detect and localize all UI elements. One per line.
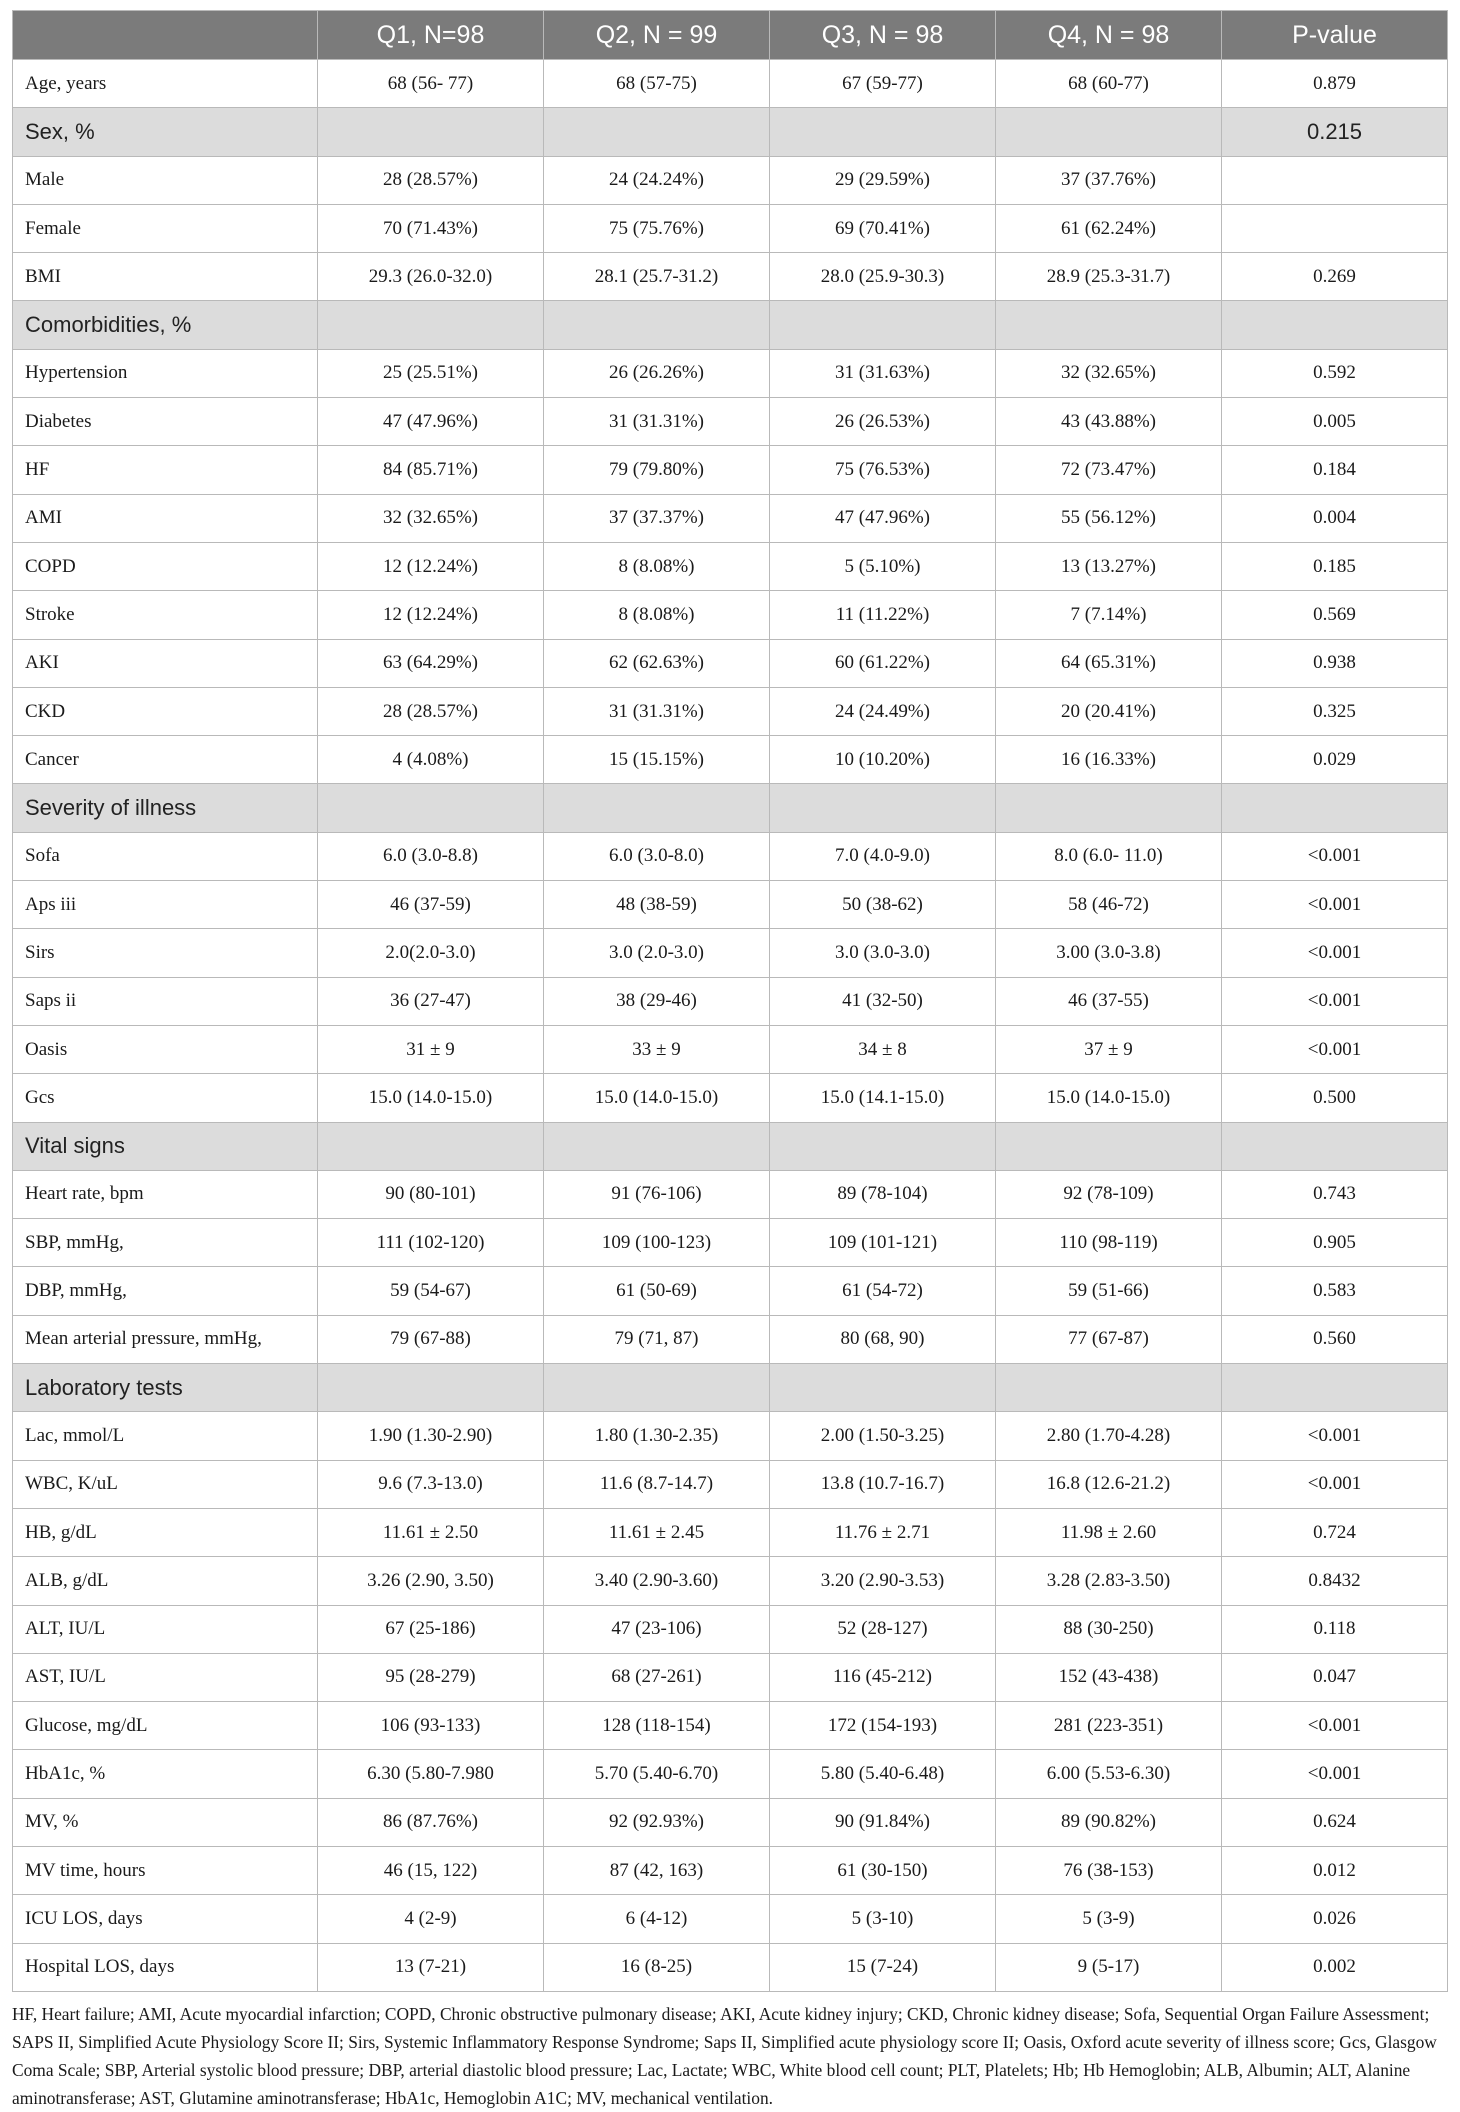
cell-q3: 7.0 (4.0-9.0) [770, 832, 996, 880]
cell-label: WBC, K/uL [13, 1460, 318, 1508]
cell-q4: 9 (5-17) [996, 1943, 1222, 1991]
cell-label: Female [13, 204, 318, 252]
table-row [13, 1750, 1448, 1798]
section-cell-q2 [544, 1364, 770, 1412]
cell-q4: 28.9 (25.3-31.7) [996, 253, 1222, 301]
section-cell-q2 [544, 1122, 770, 1170]
section-cell-q2 [544, 108, 770, 156]
cell-q1: 84 (85.71%) [318, 446, 544, 494]
cell-q2: 3.0 (2.0-3.0) [544, 929, 770, 977]
table-row [13, 1219, 1448, 1267]
cell-label: CKD [13, 687, 318, 735]
cell-p-value: 0.569 [1222, 591, 1448, 639]
cell-p-value: 0.905 [1222, 1219, 1448, 1267]
section-cell-q1 [318, 784, 544, 832]
cell-p-value: 0.583 [1222, 1267, 1448, 1315]
cell-q3: 3.0 (3.0-3.0) [770, 929, 996, 977]
table-row [13, 1605, 1448, 1653]
cell-q3: 15.0 (14.1-15.0) [770, 1074, 996, 1122]
cell-q4: 89 (90.82%) [996, 1798, 1222, 1846]
section-cell-p-value: 0.215 [1222, 108, 1448, 156]
table-row [13, 398, 1448, 446]
cell-q3: 3.20 (2.90-3.53) [770, 1557, 996, 1605]
cell-q4: 6.00 (5.53-6.30) [996, 1750, 1222, 1798]
section-cell-p-value [1222, 301, 1448, 349]
cell-q3: 2.00 (1.50-3.25) [770, 1412, 996, 1460]
cell-p-value: 0.624 [1222, 1798, 1448, 1846]
section-title: Laboratory tests [13, 1364, 318, 1412]
table-row [13, 60, 1448, 108]
section-cell-q4 [996, 108, 1222, 156]
cell-label: Sofa [13, 832, 318, 880]
cell-p-value: 0.879 [1222, 60, 1448, 108]
cell-q4: 68 (60-77) [996, 60, 1222, 108]
cell-q2: 26 (26.26%) [544, 349, 770, 397]
cell-label: Glucose, mg/dL [13, 1702, 318, 1750]
cell-q3: 10 (10.20%) [770, 736, 996, 784]
cell-q3: 31 (31.63%) [770, 349, 996, 397]
table-row [13, 253, 1448, 301]
table-row [13, 1653, 1448, 1701]
cell-p-value: 0.325 [1222, 687, 1448, 735]
table-row [13, 1846, 1448, 1894]
table-row [13, 542, 1448, 590]
cell-q4: 37 (37.76%) [996, 156, 1222, 204]
cell-q3: 60 (61.22%) [770, 639, 996, 687]
cell-label: Mean arterial pressure, mmHg, [13, 1315, 318, 1363]
header-cell-variable [13, 11, 318, 60]
cell-q1: 1.90 (1.30-2.90) [318, 1412, 544, 1460]
section-row [13, 784, 1448, 832]
section-cell-q1 [318, 108, 544, 156]
cell-p-value: <0.001 [1222, 977, 1448, 1025]
cell-p-value: 0.012 [1222, 1846, 1448, 1894]
table-row [13, 1025, 1448, 1073]
cell-p-value: 0.029 [1222, 736, 1448, 784]
cell-label: MV time, hours [13, 1846, 318, 1894]
cell-label: Hospital LOS, days [13, 1943, 318, 1991]
section-cell-q2 [544, 784, 770, 832]
header-row [13, 11, 1448, 60]
cell-q2: 16 (8-25) [544, 1943, 770, 1991]
table-row [13, 1798, 1448, 1846]
table-row [13, 1074, 1448, 1122]
cell-label: HB, g/dL [13, 1508, 318, 1556]
cell-p-value [1222, 204, 1448, 252]
cell-q4: 3.00 (3.0-3.8) [996, 929, 1222, 977]
table-row [13, 349, 1448, 397]
section-cell-q3 [770, 108, 996, 156]
cell-q1: 47 (47.96%) [318, 398, 544, 446]
cell-label: AMI [13, 494, 318, 542]
table-row [13, 1460, 1448, 1508]
cell-q1: 6.30 (5.80-7.980 [318, 1750, 544, 1798]
cell-q1: 111 (102-120) [318, 1219, 544, 1267]
cell-label: HF [13, 446, 318, 494]
cell-p-value: 0.269 [1222, 253, 1448, 301]
cell-q4: 55 (56.12%) [996, 494, 1222, 542]
section-row [13, 108, 1448, 156]
table-footnote: HF, Heart failure; AMI, Acute myocardial infarction; COPD, Chronic obstructive pulmonary disease; AKI, Acute kidney injury; CKD, Chronic kidney disease; Sofa, Sequential Organ Failure Assessment; SAPS II, Simplified Acute Physiology Score II; Sirs, Systemic Inflammatory Response Syndrome; Saps II, Simplified acute physiology score II; Oasis, Oxford acute severity of illness score; Gcs, Glasgow Coma Scale; SBP, Arterial systolic blood pressure; DBP, arterial diastolic blood pressure; Lac, Lactate; WBC, White blood cell count; PLT, Platelets; Hb; Hb Hemoglobin; ALB, Albumin; ALT, Alanine aminotransferase; AST, Glutamine aminotransferase; HbA1c, Hemoglobin A1C; MV, mechanical ventilation. [12, 2003, 1437, 2108]
section-cell-q1 [318, 301, 544, 349]
section-cell-p-value [1222, 784, 1448, 832]
cell-q1: 95 (28-279) [318, 1653, 544, 1701]
table-row [13, 1315, 1448, 1363]
cell-q3: 26 (26.53%) [770, 398, 996, 446]
cell-q4: 59 (51-66) [996, 1267, 1222, 1315]
section-cell-q3 [770, 1364, 996, 1412]
table-row [13, 446, 1448, 494]
cell-q2: 1.80 (1.30-2.35) [544, 1412, 770, 1460]
cell-q1: 79 (67-88) [318, 1315, 544, 1363]
cell-label: ALT, IU/L [13, 1605, 318, 1653]
cell-q3: 69 (70.41%) [770, 204, 996, 252]
cell-q1: 25 (25.51%) [318, 349, 544, 397]
cell-q2: 33 ± 9 [544, 1025, 770, 1073]
cell-q3: 67 (59-77) [770, 60, 996, 108]
cell-q1: 2.0(2.0-3.0) [318, 929, 544, 977]
cell-q1: 28 (28.57%) [318, 156, 544, 204]
cell-q3: 109 (101-121) [770, 1219, 996, 1267]
cell-q2: 128 (118-154) [544, 1702, 770, 1750]
cell-q2: 28.1 (25.7-31.2) [544, 253, 770, 301]
table-row [13, 929, 1448, 977]
cell-q2: 6 (4-12) [544, 1895, 770, 1943]
table-row [13, 1508, 1448, 1556]
cell-q4: 5 (3-9) [996, 1895, 1222, 1943]
cell-q3: 89 (78-104) [770, 1170, 996, 1218]
cell-q1: 29.3 (26.0-32.0) [318, 253, 544, 301]
cell-q1: 11.61 ± 2.50 [318, 1508, 544, 1556]
cell-label: SBP, mmHg, [13, 1219, 318, 1267]
cell-q4: 16 (16.33%) [996, 736, 1222, 784]
cell-q4: 281 (223-351) [996, 1702, 1222, 1750]
header-cell-q4: Q4, N = 98 [996, 11, 1222, 60]
cell-q2: 6.0 (3.0-8.0) [544, 832, 770, 880]
cell-q1: 32 (32.65%) [318, 494, 544, 542]
cell-q2: 79 (71, 87) [544, 1315, 770, 1363]
cell-q1: 36 (27-47) [318, 977, 544, 1025]
cell-p-value: 0.743 [1222, 1170, 1448, 1218]
cell-q1: 90 (80-101) [318, 1170, 544, 1218]
cell-q2: 62 (62.63%) [544, 639, 770, 687]
cell-q4: 8.0 (6.0- 11.0) [996, 832, 1222, 880]
cell-q2: 11.6 (8.7-14.7) [544, 1460, 770, 1508]
section-cell-q4 [996, 301, 1222, 349]
cell-q4: 61 (62.24%) [996, 204, 1222, 252]
cell-q3: 11 (11.22%) [770, 591, 996, 639]
table-row [13, 1170, 1448, 1218]
cell-q4: 77 (67-87) [996, 1315, 1222, 1363]
cell-q3: 50 (38-62) [770, 881, 996, 929]
cell-p-value: 0.560 [1222, 1315, 1448, 1363]
header-cell-p-value: P-value [1222, 11, 1448, 60]
cell-q1: 68 (56- 77) [318, 60, 544, 108]
table-row [13, 977, 1448, 1025]
section-cell-q2 [544, 301, 770, 349]
cell-q2: 8 (8.08%) [544, 591, 770, 639]
cell-q4: 15.0 (14.0-15.0) [996, 1074, 1222, 1122]
cell-p-value: 0.938 [1222, 639, 1448, 687]
cell-q2: 47 (23-106) [544, 1605, 770, 1653]
cell-q2: 68 (27-261) [544, 1653, 770, 1701]
cell-q1: 106 (93-133) [318, 1702, 544, 1750]
cell-q1: 63 (64.29%) [318, 639, 544, 687]
table-row [13, 832, 1448, 880]
header-cell-q1: Q1, N=98 [318, 11, 544, 60]
cell-q4: 152 (43-438) [996, 1653, 1222, 1701]
cell-q3: 61 (30-150) [770, 1846, 996, 1894]
cell-q2: 61 (50-69) [544, 1267, 770, 1315]
cell-p-value: 0.592 [1222, 349, 1448, 397]
cell-p-value: <0.001 [1222, 1025, 1448, 1073]
cell-q1: 4 (2-9) [318, 1895, 544, 1943]
cell-q3: 47 (47.96%) [770, 494, 996, 542]
table-row [13, 881, 1448, 929]
section-cell-q4 [996, 1364, 1222, 1412]
cell-q2: 37 (37.37%) [544, 494, 770, 542]
table-row [13, 1943, 1448, 1991]
section-title: Severity of illness [13, 784, 318, 832]
cell-q2: 8 (8.08%) [544, 542, 770, 590]
cell-q1: 28 (28.57%) [318, 687, 544, 735]
table-row [13, 156, 1448, 204]
section-title: Sex, % [13, 108, 318, 156]
cell-q4: 88 (30-250) [996, 1605, 1222, 1653]
cell-q1: 15.0 (14.0-15.0) [318, 1074, 544, 1122]
cell-label: BMI [13, 253, 318, 301]
cell-q1: 13 (7-21) [318, 1943, 544, 1991]
section-cell-q3 [770, 301, 996, 349]
cell-q1: 86 (87.76%) [318, 1798, 544, 1846]
cell-q4: 76 (38-153) [996, 1846, 1222, 1894]
cell-label: Male [13, 156, 318, 204]
cell-q2: 24 (24.24%) [544, 156, 770, 204]
cell-q2: 92 (92.93%) [544, 1798, 770, 1846]
section-cell-q3 [770, 784, 996, 832]
section-row [13, 1122, 1448, 1170]
section-row [13, 1364, 1448, 1412]
cell-q2: 109 (100-123) [544, 1219, 770, 1267]
cell-p-value: 0.002 [1222, 1943, 1448, 1991]
cell-q2: 87 (42, 163) [544, 1846, 770, 1894]
cell-p-value: 0.724 [1222, 1508, 1448, 1556]
cell-q3: 80 (68, 90) [770, 1315, 996, 1363]
cell-q4: 43 (43.88%) [996, 398, 1222, 446]
cell-label: ICU LOS, days [13, 1895, 318, 1943]
cell-label: Cancer [13, 736, 318, 784]
cell-q2: 68 (57-75) [544, 60, 770, 108]
cell-q3: 90 (91.84%) [770, 1798, 996, 1846]
cell-q3: 13.8 (10.7-16.7) [770, 1460, 996, 1508]
cell-q3: 172 (154-193) [770, 1702, 996, 1750]
cell-label: Lac, mmol/L [13, 1412, 318, 1460]
cell-p-value: 0.184 [1222, 446, 1448, 494]
cell-label: Diabetes [13, 398, 318, 446]
cell-p-value: <0.001 [1222, 832, 1448, 880]
cell-q4: 37 ± 9 [996, 1025, 1222, 1073]
table-row [13, 1267, 1448, 1315]
cell-q2: 91 (76-106) [544, 1170, 770, 1218]
cell-q4: 58 (46-72) [996, 881, 1222, 929]
cell-q4: 20 (20.41%) [996, 687, 1222, 735]
cell-label: Oasis [13, 1025, 318, 1073]
table-row [13, 1702, 1448, 1750]
table-row [13, 1895, 1448, 1943]
table-row [13, 1557, 1448, 1605]
section-cell-q1 [318, 1122, 544, 1170]
cell-q3: 41 (32-50) [770, 977, 996, 1025]
cell-q4: 32 (32.65%) [996, 349, 1222, 397]
section-cell-q4 [996, 784, 1222, 832]
cell-q4: 92 (78-109) [996, 1170, 1222, 1218]
cell-q2: 31 (31.31%) [544, 398, 770, 446]
cell-q1: 70 (71.43%) [318, 204, 544, 252]
cell-p-value: <0.001 [1222, 1750, 1448, 1798]
cell-q4: 2.80 (1.70-4.28) [996, 1412, 1222, 1460]
cell-p-value [1222, 156, 1448, 204]
cell-q3: 75 (76.53%) [770, 446, 996, 494]
cell-p-value: 0.047 [1222, 1653, 1448, 1701]
cell-q2: 31 (31.31%) [544, 687, 770, 735]
cell-q3: 5 (5.10%) [770, 542, 996, 590]
cell-p-value: 0.005 [1222, 398, 1448, 446]
cell-q3: 15 (7-24) [770, 1943, 996, 1991]
cell-q4: 46 (37-55) [996, 977, 1222, 1025]
cell-q2: 11.61 ± 2.45 [544, 1508, 770, 1556]
cell-q2: 75 (75.76%) [544, 204, 770, 252]
cell-q3: 28.0 (25.9-30.3) [770, 253, 996, 301]
cell-p-value: 0.026 [1222, 1895, 1448, 1943]
section-cell-q1 [318, 1364, 544, 1412]
cell-label: ALB, g/dL [13, 1557, 318, 1605]
cell-label: Heart rate, bpm [13, 1170, 318, 1218]
cell-q3: 11.76 ± 2.71 [770, 1508, 996, 1556]
cell-label: Stroke [13, 591, 318, 639]
cell-q4: 7 (7.14%) [996, 591, 1222, 639]
cell-q4: 11.98 ± 2.60 [996, 1508, 1222, 1556]
cell-q2: 15 (15.15%) [544, 736, 770, 784]
cell-label: Gcs [13, 1074, 318, 1122]
cell-label: Hypertension [13, 349, 318, 397]
table-header [13, 11, 1448, 60]
section-title: Vital signs [13, 1122, 318, 1170]
cell-q2: 3.40 (2.90-3.60) [544, 1557, 770, 1605]
cell-label: Aps iii [13, 881, 318, 929]
cell-label: Sirs [13, 929, 318, 977]
cell-q4: 72 (73.47%) [996, 446, 1222, 494]
cell-p-value: <0.001 [1222, 929, 1448, 977]
cell-q2: 15.0 (14.0-15.0) [544, 1074, 770, 1122]
cell-q3: 5 (3-10) [770, 1895, 996, 1943]
cell-p-value: <0.001 [1222, 1702, 1448, 1750]
cell-label: MV, % [13, 1798, 318, 1846]
cell-q1: 3.26 (2.90, 3.50) [318, 1557, 544, 1605]
cell-p-value: 0.004 [1222, 494, 1448, 542]
cell-q4: 16.8 (12.6-21.2) [996, 1460, 1222, 1508]
cell-q1: 12 (12.24%) [318, 542, 544, 590]
cell-p-value: 0.500 [1222, 1074, 1448, 1122]
cell-label: Age, years [13, 60, 318, 108]
cell-p-value: 0.8432 [1222, 1557, 1448, 1605]
cell-q1: 59 (54-67) [318, 1267, 544, 1315]
cell-p-value: 0.185 [1222, 542, 1448, 590]
cell-q2: 48 (38-59) [544, 881, 770, 929]
cell-q1: 4 (4.08%) [318, 736, 544, 784]
cell-label: HbA1c, % [13, 1750, 318, 1798]
cell-q3: 24 (24.49%) [770, 687, 996, 735]
table-row [13, 204, 1448, 252]
cell-p-value: <0.001 [1222, 1460, 1448, 1508]
cell-label: COPD [13, 542, 318, 590]
section-row [13, 301, 1448, 349]
section-title: Comorbidities, % [13, 301, 318, 349]
cell-q3: 5.80 (5.40-6.48) [770, 1750, 996, 1798]
section-cell-p-value [1222, 1364, 1448, 1412]
header-cell-q2: Q2, N = 99 [544, 11, 770, 60]
cell-q1: 12 (12.24%) [318, 591, 544, 639]
cell-q4: 3.28 (2.83-3.50) [996, 1557, 1222, 1605]
cell-q1: 31 ± 9 [318, 1025, 544, 1073]
table-row [13, 687, 1448, 735]
cell-label: DBP, mmHg, [13, 1267, 318, 1315]
cell-q1: 46 (37-59) [318, 881, 544, 929]
cell-q3: 34 ± 8 [770, 1025, 996, 1073]
cell-q3: 29 (29.59%) [770, 156, 996, 204]
cell-q1: 46 (15, 122) [318, 1846, 544, 1894]
table-row [13, 639, 1448, 687]
table-row [13, 1412, 1448, 1460]
cell-label: AST, IU/L [13, 1653, 318, 1701]
cell-q1: 67 (25-186) [318, 1605, 544, 1653]
table-row [13, 736, 1448, 784]
cell-p-value: 0.118 [1222, 1605, 1448, 1653]
cell-q1: 9.6 (7.3-13.0) [318, 1460, 544, 1508]
cell-q4: 64 (65.31%) [996, 639, 1222, 687]
cell-p-value: <0.001 [1222, 881, 1448, 929]
table-row [13, 494, 1448, 542]
cell-label: Saps ii [13, 977, 318, 1025]
document-page [12, 10, 1447, 2112]
cell-q4: 110 (98-119) [996, 1219, 1222, 1267]
cell-q3: 52 (28-127) [770, 1605, 996, 1653]
cell-q3: 116 (45-212) [770, 1653, 996, 1701]
cell-q4: 13 (13.27%) [996, 542, 1222, 590]
cell-q2: 38 (29-46) [544, 977, 770, 1025]
section-cell-q3 [770, 1122, 996, 1170]
section-cell-p-value [1222, 1122, 1448, 1170]
baseline-characteristics-table [12, 10, 1448, 1992]
section-cell-q4 [996, 1122, 1222, 1170]
cell-q3: 61 (54-72) [770, 1267, 996, 1315]
cell-q1: 6.0 (3.0-8.8) [318, 832, 544, 880]
table-body [13, 60, 1448, 1992]
cell-q2: 5.70 (5.40-6.70) [544, 1750, 770, 1798]
header-cell-q3: Q3, N = 98 [770, 11, 996, 60]
cell-p-value: <0.001 [1222, 1412, 1448, 1460]
cell-label: AKI [13, 639, 318, 687]
cell-q2: 79 (79.80%) [544, 446, 770, 494]
table-row [13, 591, 1448, 639]
